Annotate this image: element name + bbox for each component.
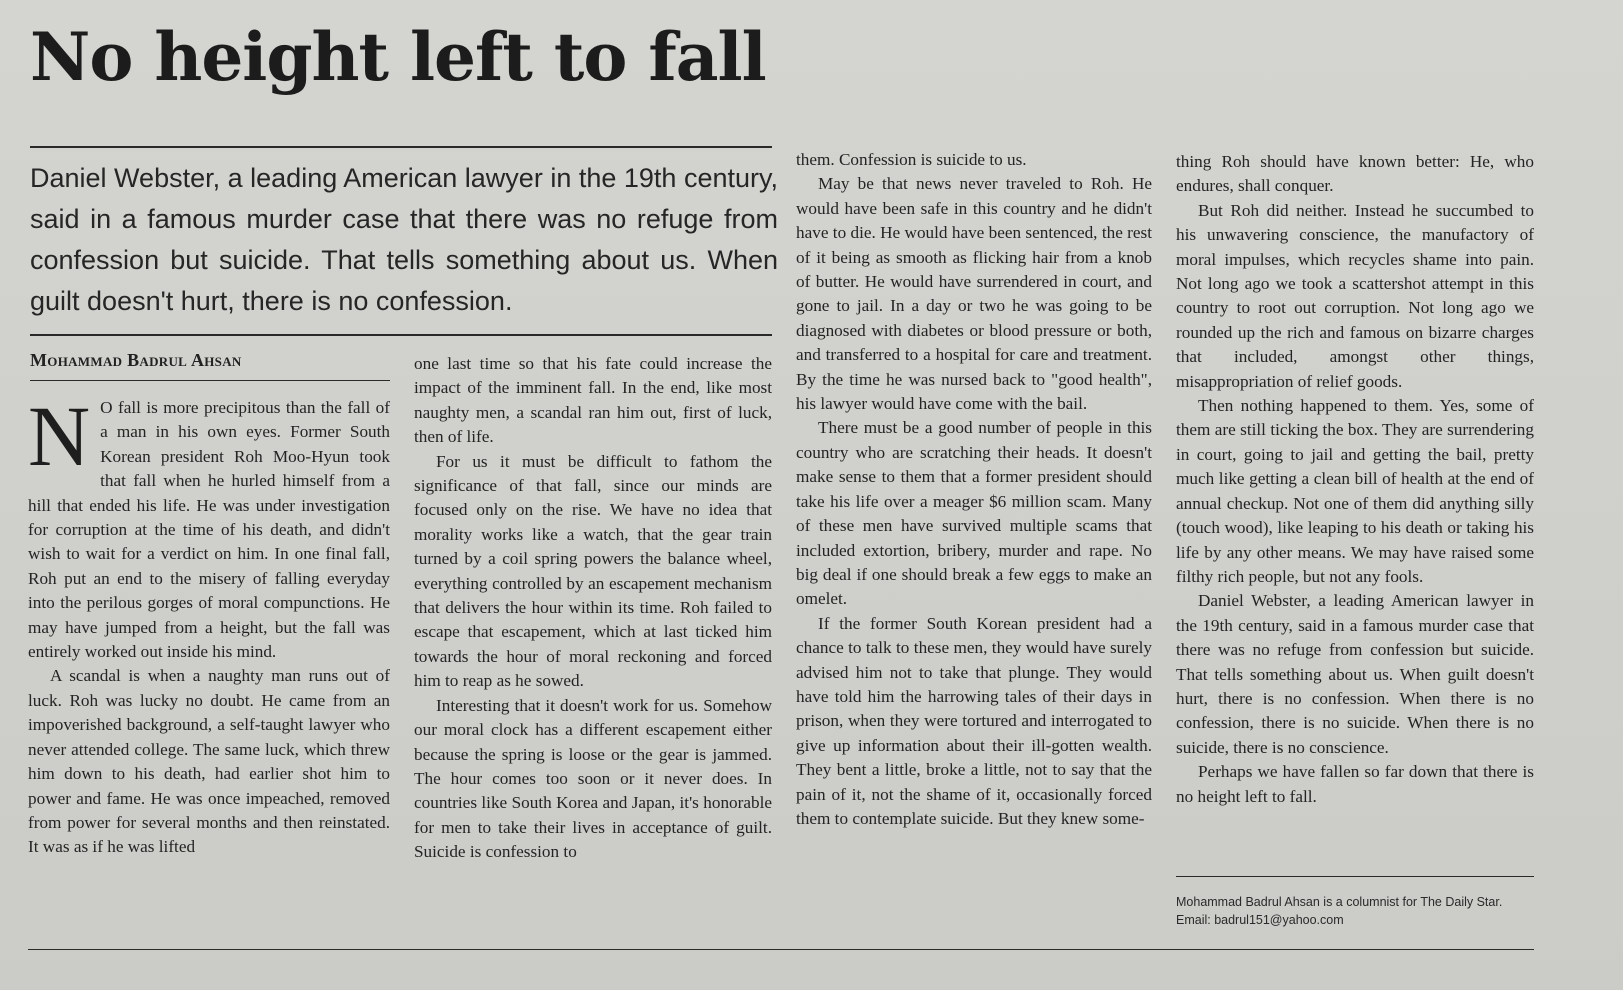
author-email: Email: badrul151@yahoo.com: [1176, 913, 1344, 927]
paragraph: Daniel Webster, a leading American lawyer in the 19th century, said in a famous murder case that there was no refuge from confession but suicide. That tells something about us. When guilt doesn't hurt, there is no confession. When there is no confession, there is no suicide. When there is no suicide, there is no conscience.: [1176, 591, 1534, 757]
bio-rule: [1176, 876, 1534, 877]
deck-top-rule: [30, 146, 772, 148]
paragraph: [28, 388, 390, 664]
drop-cap: N: [28, 388, 91, 484]
paragraph: them. Confession is suicide to us.: [796, 150, 1027, 169]
author-bio: [1176, 893, 1534, 929]
page-bottom-rule: [28, 949, 1534, 950]
paragraph: May be that news never traveled to Roh. He would have been safe in this country and he didn't have to die. He would have been sentenced, the rest of it being as smooth as flicking hair from a knob of butter. He would have surrendered in court, and gone to jail. In a day or two he was going to be diagnosed with diabetes or blood pressure or both, and transferred to a hospital for care and treatment. By the time he was nursed back to "good health", his lawyer would have come with the bail.: [796, 174, 1152, 414]
column-2: [414, 352, 772, 865]
deck-text: Daniel Webster, a leading American lawyer in the 19th century, said in a famous murder case that there was no refuge from confession but suicide. That tells something about us. When guilt doesn't hurt, there is no confession.: [30, 163, 778, 316]
byline: Mohammad Badrul Ahsan: [30, 350, 242, 370]
paragraph-text: O fall is more precipitous than the fall of a man in his own eyes. Former South Korean president Roh Moo-Hyun took that fall when he hurled himself from a hill that ended his life. He was under investigation for corruption at the time of his death, and didn't wish to wait for a verdict on him. In one final fall, Roh put an end to the misery of falling everyday into the perilous gorges of moral compunctions. He may have jumped from a height, but the fall was entirely worked out inside his mind.: [28, 398, 390, 662]
column-3: [796, 148, 1152, 831]
paragraph: If the former South Korean president had a chance to talk to these men, they would have surely advised him not to take that plunge. They would have told him the harrowing tales of their days in prison, when they were tortured and interrogated to give up information about their ill-gotten wealth. They bent a little, broke a little, not to say that the pain of it, not the shame of it, occasionally forced them to contemplate suicide. But they knew some-: [796, 613, 1152, 828]
byline-rule: [30, 380, 390, 381]
paragraph: But Roh did neither. Instead he succumbed to his unwavering conscience, the manufactory of moral impulses, which recycles shame into pain. Not long ago we took a scattershot attempt in this country to root out corruption. Not long ago we rounded up the rich and famous on bizarre charges that included, amongst other things, misappropriation of relief goods.: [1176, 200, 1534, 391]
paragraph: For us it must be difficult to fathom the significance of that fall, since our minds are focused only on the rise. We have no idea that morality works like a watch, that the gear train turned by a coil spring powers the balance wheel, everything controlled by an escapement mechanism that delivers the hour within its time. Roh failed to escape that escapement, which at last ticked him towards the hour of moral reckoning and forced him to reap as he sowed.: [414, 451, 772, 691]
paragraph: Then nothing happened to them. Yes, some of them are still ticking the box. They are surrendering in court, going to jail and getting the bail, pretty much like getting a clean bill of health at the end of annual checkup. Not one of them did anything silly (touch wood), like leaping to his death or taking his life by any other means. We may have raised some filthy rich people, but not any fools.: [1176, 396, 1534, 586]
deck-bottom-rule: [30, 334, 772, 336]
column-4: [1176, 150, 1534, 809]
author-bio-line: Mohammad Badrul Ahsan is a columnist for The Daily Star.: [1176, 895, 1503, 909]
paragraph: Perhaps we have fallen so far down that there is no height left to fall.: [1176, 762, 1534, 806]
paragraph: thing Roh should have known better: He, who endures, shall conquer.: [1176, 152, 1534, 196]
paragraph: A scandal is when a naughty man runs out of luck. Roh was lucky no doubt. He came from an impoverished background, a self-taught lawyer who never attended college. The same luck, which threw him down to his death, had earlier shot him to power and fame. He was once impeached, removed from power for several months and then reinstated. It was as if he was lifted: [28, 666, 390, 857]
headline: No height left to fall: [30, 18, 766, 96]
paragraph: There must be a good number of people in this country who are scratching their heads. It doesn't make sense to them that a former president should take his life over a meager $6 million scam. Many of these men have survived multiple scams that included extortion, bribery, murder and rape. No big deal if one should break a few eggs to make an omelet.: [796, 418, 1152, 609]
paragraph: Interesting that it doesn't work for us. Somehow our moral clock has a different escapement either because the spring is loose or the gear is jammed. The hour comes too soon or it never does. In countries like South Korea and Japan, it's honorable for men to take their lives in acceptance of guilt. Suicide is confession to: [414, 695, 772, 862]
paragraph: one last time so that his fate could increase the impact of the imminent fall. In the end, like most naughty men, a scandal ran him out, first of luck, then of life.: [414, 354, 772, 447]
column-1: [28, 388, 390, 860]
